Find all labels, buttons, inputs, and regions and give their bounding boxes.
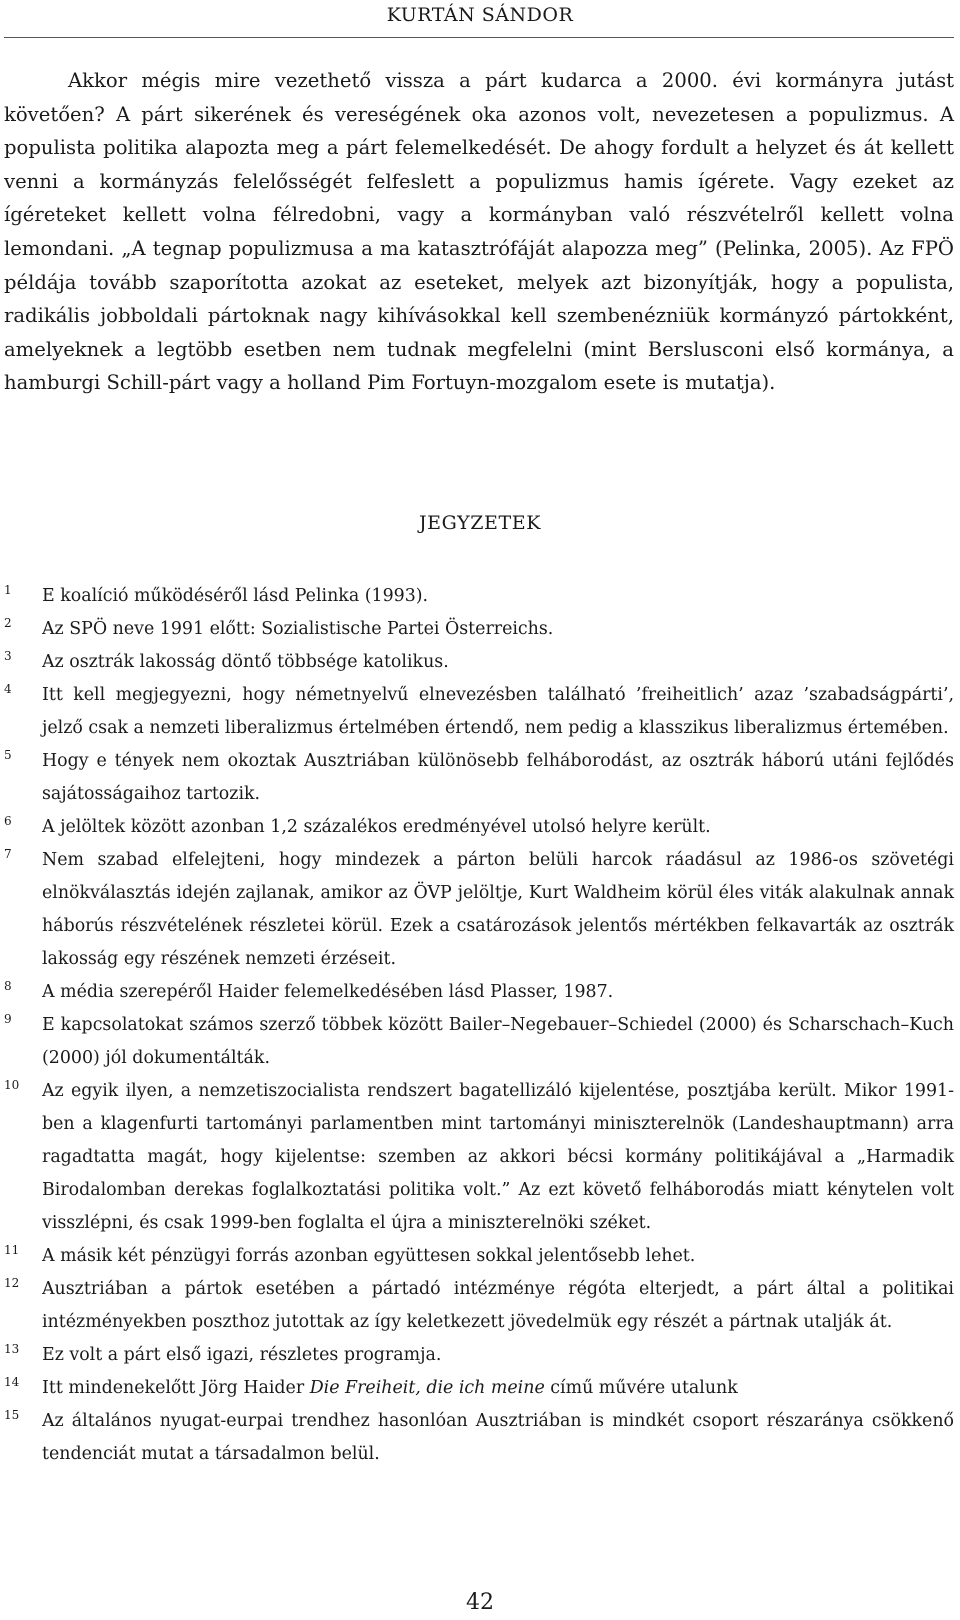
body-paragraph: Akkor mégis mire vezethető vissza a párt kudarca a 2000. évi kormányra jutást követően? A párt sikerének és vereségének oka azonos volt, nevezetesen a populizmus. A populista politika alapozta meg a párt felemelkedését. De ahogy fordult a helyzet és át kellett venni a kormányzás felelősségét felfeslett a populizmus hamis ígérete. Vagy ezeket az ígéreteket kellett volna félredobni, vagy a kormányban való részvételről kellett volna lemondani. „A tegnap populizmusa a ma katasztrófáját alapozza meg” (Pelinka, 2005). Az FPÖ példája tovább szaporította azokat az eseteket, melyek azt bizonyítják, hogy a populista, radikális jobboldali pártoknak nagy kihívásokkal kell szembenézniük kormányzó pártokként, amelyeknek a legtöbb esetben nem tudnak megfelelni (mint Berslusconi első kormánya, a hamburgi Schill-párt vagy a holland Pim Fortuyn-mozgalom esete is mutatja). xyxy=(4,69,954,395)
footnotes-list xyxy=(0,580,960,1471)
footnote-text: Az SPÖ neve 1991 előtt: Sozialistische Partei Österreichs. xyxy=(42,619,554,639)
footnote-2 xyxy=(0,613,960,646)
footnote-4 xyxy=(0,679,960,745)
footnote-number: 13 xyxy=(4,1342,20,1356)
footnote-number: 8 xyxy=(4,979,12,993)
footnote-number: 11 xyxy=(4,1243,20,1257)
footnote-text: A jelöltek között azonban 1,2 százalékos eredményével utolsó helyre került. xyxy=(42,817,711,837)
footnote-3 xyxy=(0,646,960,679)
footnote-12 xyxy=(0,1273,960,1339)
footnote-number: 6 xyxy=(4,814,12,828)
footnote-text: Hogy e tények nem okoztak Ausztriában különösebb felháborodást, az osztrák háború utáni fejlődés sajátosságaihoz tartozik. xyxy=(42,751,954,804)
notes-title: JEGYZETEK xyxy=(418,512,542,534)
footnote-text: Itt mindenekelőtt Jörg Haider xyxy=(42,1378,305,1398)
footnote-text: Itt kell megjegyezni, hogy németnyelvű elnevezésben található ’freiheitlich’ azaz ’szabadságpárti’, jelző csak a nemzeti liberalizmus értelmében értendő, nem pedig a klasszikus liberalizmus értemében. xyxy=(42,685,954,738)
running-head: KURTÁN SÁNDOR xyxy=(386,4,574,26)
footnote-text: E kapcsolatokat számos szerző többek között Bailer–Negebauer–Schiedel (2000) és Scharschach–Kuch (2000) jól dokumentálták. xyxy=(42,1015,954,1068)
footnote-text: Az egyik ilyen, a nemzetiszocialista rendszert bagatellizáló kijelentése, posztjába került. Mikor 1991-ben a klagenfurti tartományi parlamentben mint tartományi miniszterelnök (Landeshauptmann) arra ragadtatta magát, hogy kijelentse: szemben az akkori bécsi kormány politikájával a „Harmadik Birodalomban derekas foglalkoztatási politika volt.” Az ezt követő felháborodás miatt kénytelen volt visszlépni, és csak 1999-ben foglalta el újra a miniszterelnöki széket. xyxy=(42,1081,954,1233)
footnote-number: 2 xyxy=(4,616,12,630)
footnote-text: Ausztriában a pártok esetében a pártadó intézménye régóta elterjedt, a párt által a politikai intézményekben poszthoz jutottak az így keletkezett jövedelmük egy részét a pártnak utalják át. xyxy=(42,1279,954,1332)
footnote-number: 14 xyxy=(4,1375,20,1389)
footnote-11 xyxy=(0,1240,960,1273)
footnote-text: A média szerepéről Haider felemelkedésében lásd Plasser, 1987. xyxy=(42,982,614,1002)
footnote-text: Nem szabad elfelejteni, hogy mindezek a párton belüli harcok ráadásul az 1986-os szövetégi elnökválasztás idején zajlanak, amikor az ÖVP jelöltje, Kurt Waldheim körül éles viták alakulnak annak háborús részvételének részletei körül. Ezek a csatározások jelentős mértékben felkavarták az osztrák lakosság egy részének nemzeti érzéseit. xyxy=(42,850,954,969)
footnote-text: Ez volt a párt első igazi, részletes programja. xyxy=(42,1345,442,1365)
main-text xyxy=(4,64,954,400)
footnote-text: A másik két pénzügyi forrás azonban együttesen sokkal jelentősebb lehet. xyxy=(42,1246,696,1266)
footnote-number: 5 xyxy=(4,748,12,762)
footnote-number: 4 xyxy=(4,682,12,696)
footnote-number: 3 xyxy=(4,649,12,663)
footnote-number: 9 xyxy=(4,1012,12,1026)
footnote-number: 12 xyxy=(4,1276,20,1290)
footnote-text-after: című művére utalunk xyxy=(544,1378,738,1398)
page-number: 42 xyxy=(466,1590,494,1615)
footnote-number: 15 xyxy=(4,1408,20,1422)
footnote-number: 1 xyxy=(4,583,12,597)
footnote-number: 10 xyxy=(4,1078,20,1092)
footnote-7 xyxy=(0,844,960,976)
footnote-8 xyxy=(0,976,960,1009)
footnote-9 xyxy=(0,1009,960,1075)
footnote-1 xyxy=(0,580,960,613)
footnote-5 xyxy=(0,745,960,811)
footnote-15 xyxy=(0,1405,960,1471)
footnote-text: Az osztrák lakosság döntő többsége katolikus. xyxy=(42,652,449,672)
header-rule xyxy=(4,37,954,38)
book-title: Die Freiheit, die ich meine xyxy=(309,1378,545,1398)
footnote-14 xyxy=(0,1372,960,1405)
footnote-text: E koalíció működéséről lásd Pelinka (1993). xyxy=(42,586,429,606)
footnote-text: Az általános nyugat-eurpai trendhez hasonlóan Ausztriában is mindkét csoport részaránya csökkenő tendenciát mutat a társadalmon belül. xyxy=(42,1411,954,1464)
footnote-10 xyxy=(0,1075,960,1240)
footnote-13 xyxy=(0,1339,960,1372)
footnote-6 xyxy=(0,811,960,844)
footnote-number: 7 xyxy=(4,847,12,861)
